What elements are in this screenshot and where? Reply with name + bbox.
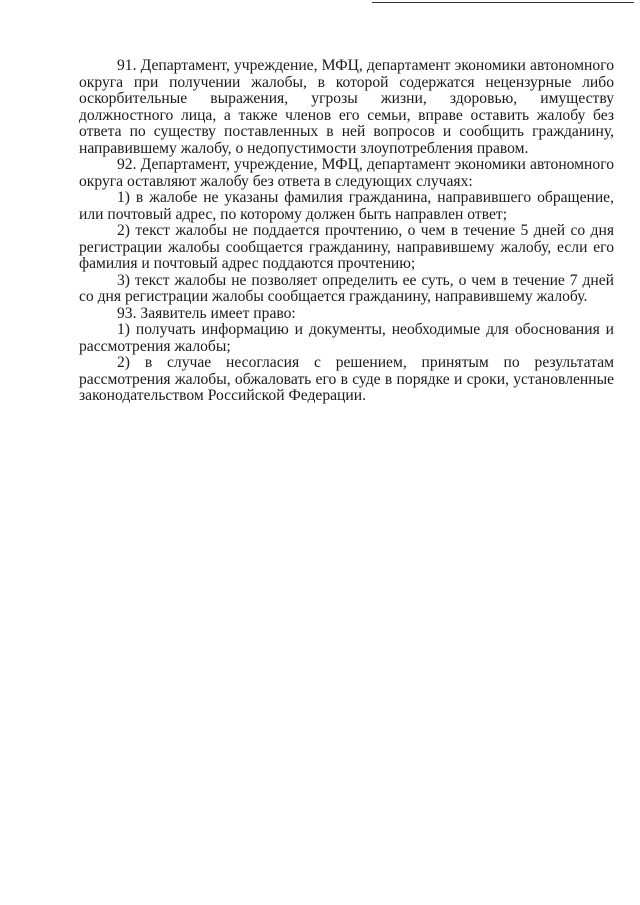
paragraph-91: 91. Департамент, учреждение, МФЦ, департамент экономики автономного округа при получении жалобы, в которой содержатся нецензурные либо оскорбительные выражения, угрозы жизни, здоровью, имуществу должностного лица, а также членов его семьи, вправе оставить жалобу без ответа по существу поставленных в ней вопросов и сообщить гражданину, направившему жалобу, о недопустимости злоупотребления правом. — [79, 57, 614, 157]
document-body — [79, 58, 614, 405]
paragraph-93: 93. Заявитель имеет право: — [117, 304, 296, 322]
paragraph-92: 92. Департамент, учреждение, МФЦ, департамент экономики автономного округа оставляют жалобу без ответа в следующих случаях: — [79, 156, 614, 190]
top-border-line — [372, 2, 634, 3]
paragraph-92-item-1: 1) в жалобе не указаны фамилия гражданина, направившего обращение, или почтовый адрес, по которому должен быть направлен ответ; — [79, 189, 614, 223]
paragraph-93-item-1: 1) получать информацию и документы, необходимые для обоснования и рассмотрения жалобы; — [79, 321, 614, 355]
paragraph-92-item-3: 3) текст жалобы не позволяет определить ее суть, о чем в течение 7 дней со дня регистрации жалобы сообщается гражданину, направившему жалобу. — [79, 271, 614, 305]
paragraph-92-item-2: 2) текст жалобы не поддается прочтению, о чем в течение 5 дней со дня регистрации жалобы сообщается гражданину, направившему жалобу, если его фамилия и почтовый адрес поддаются прочтению; — [79, 222, 614, 272]
paragraph-93-item-2: 2) в случае несогласия с решением, принятым по результатам рассмотрения жалобы, обжаловать его в суде в порядке и сроки, установленные законодательством Российской Федерации. — [79, 354, 614, 404]
